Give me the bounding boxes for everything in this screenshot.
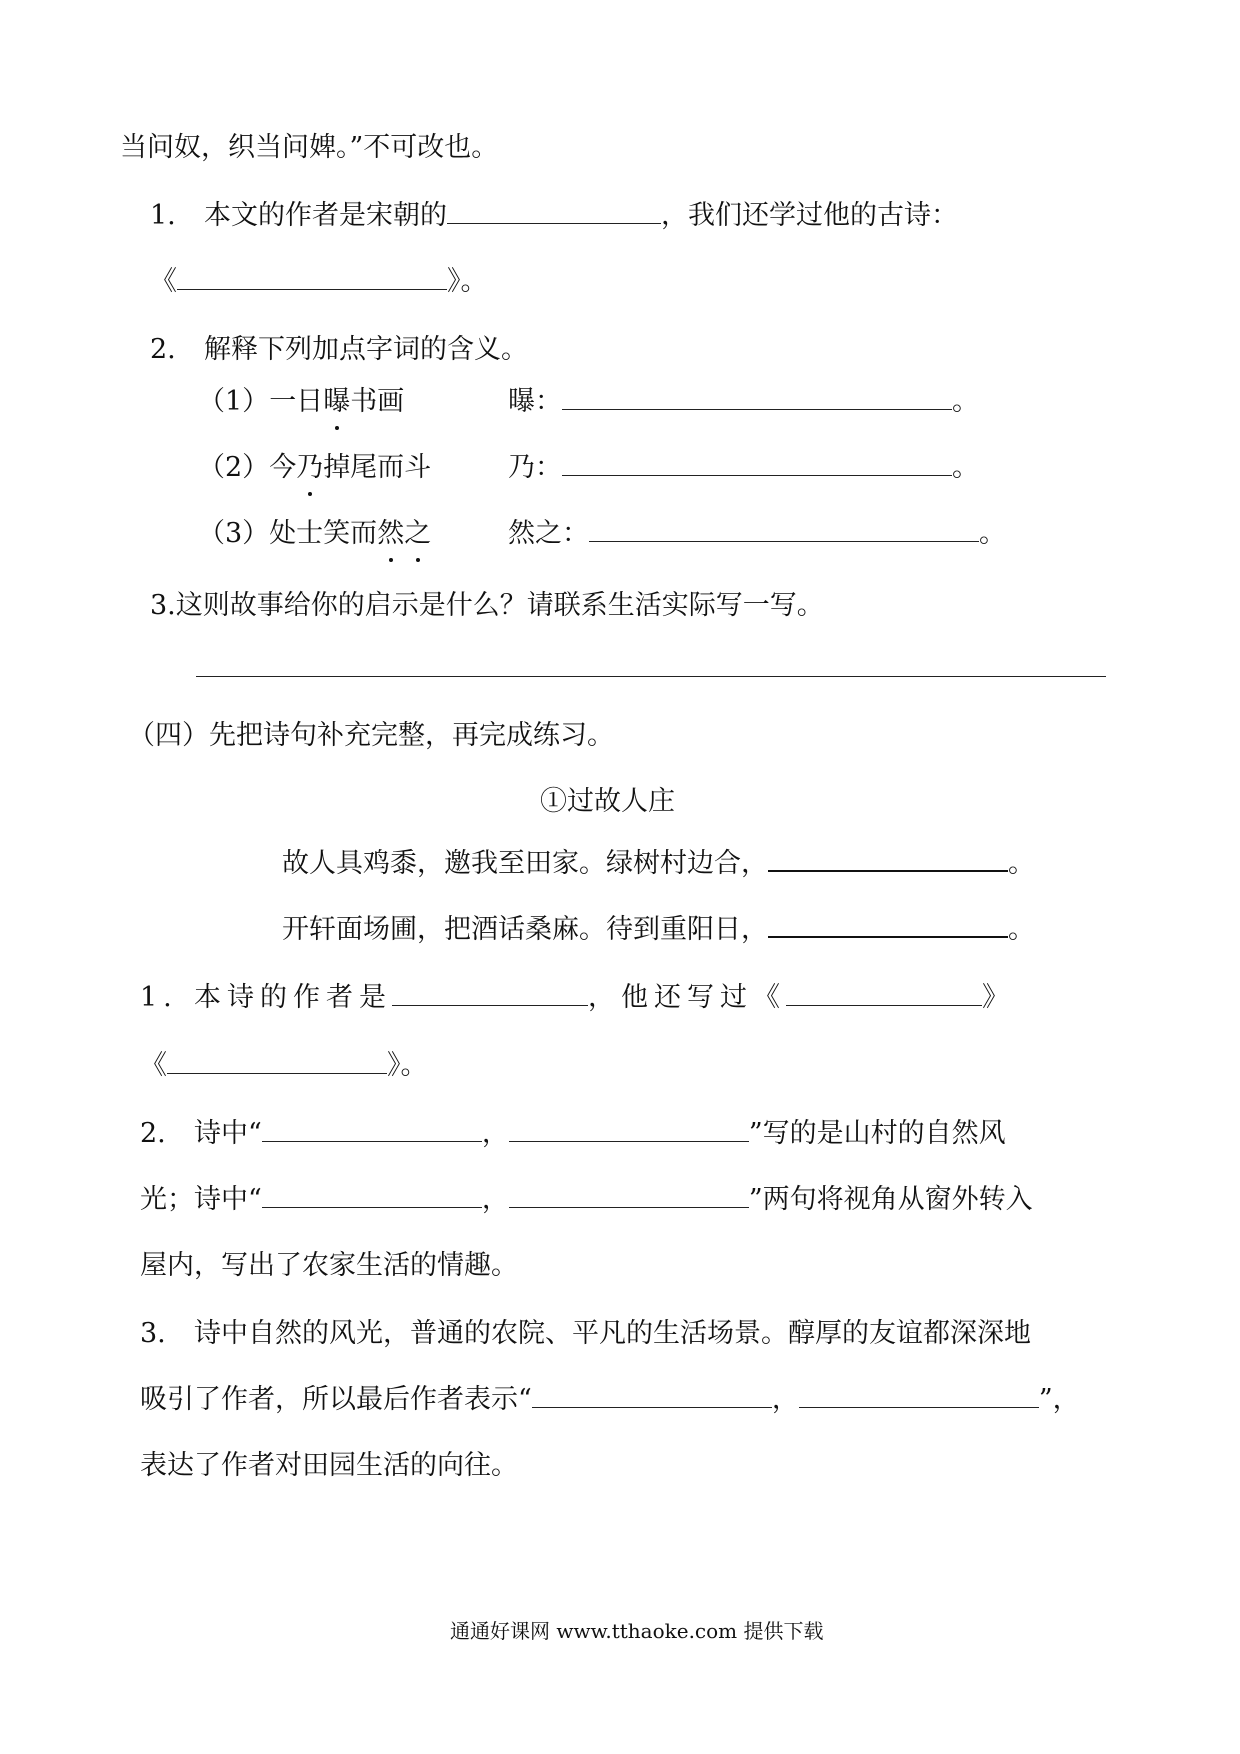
question-1-poem: 《 》。 [150,262,488,302]
item-3-answer: 然之： 。 [508,514,1006,554]
answer-blank[interactable] [509,1181,749,1208]
poem-question-3-cont: 吸引了作者，所以最后作者表示“ ， ”， [140,1380,1080,1420]
poem-question-3-end: 表达了作者对田园生活的向往。 [140,1450,518,1481]
item-1: （1）一日曝书画 [198,382,404,422]
poem-question-3: 3. 诗中自然的风光，普通的农院、平凡的生活场景。醇厚的友谊都深深地 [140,1318,1031,1349]
answer-line[interactable] [196,676,1106,677]
answer-blank[interactable] [562,383,952,410]
answer-blank[interactable] [262,1115,482,1142]
answer-blank[interactable] [177,263,447,290]
page-footer: 通通好课网 www.tthaoke.com 提供下载 [450,1619,824,1643]
passage-end: 当问奴，织当问婢。”不可改也。 [120,132,499,163]
answer-blank[interactable] [262,1181,482,1208]
answer-blank[interactable] [589,515,979,542]
poem-line-2: 开轩面场圃，把酒话桑麻。待到重阳日， 。 [282,910,1035,950]
answer-blank[interactable] [509,1115,749,1142]
answer-blank[interactable] [562,449,952,476]
poem-blank[interactable] [768,844,1008,872]
poem-question-1-cont: 《 》。 [140,1046,428,1086]
question-3: 3.这则故事给你的启示是什么？请联系生活实际写一写。 [150,590,824,621]
poem-blank[interactable] [768,910,1008,938]
poem-title: ①过故人庄 [540,786,675,817]
answer-blank[interactable] [447,197,661,224]
item-2: （2）今乃掉尾而斗 [198,448,431,488]
question-1: 1. 本文的作者是宋朝的 ，我们还学过他的古诗： [150,196,958,236]
item-3: （3）处士笑而然之 [198,514,431,554]
answer-blank[interactable] [392,979,588,1006]
section-4-heading: （四）先把诗句补充完整，再完成练习。 [128,720,614,751]
poem-question-2-cont: 光；诗中“ ， ”两句将视角从窗外转入 [140,1180,1033,1220]
poem-line-1: 故人具鸡黍，邀我至田家。绿树村边合， 。 [282,844,1035,884]
question-2: 2. 解释下列加点字词的含义。 [150,334,528,365]
answer-blank[interactable] [799,1381,1039,1408]
item-1-answer: 曝： 。 [508,382,979,422]
answer-blank[interactable] [786,979,982,1006]
item-2-answer: 乃： 。 [508,448,979,488]
answer-blank[interactable] [167,1047,387,1074]
poem-question-1: 1. 本诗的作者是 ，他还写过《 》 [140,978,1015,1018]
poem-question-2: 2. 诗中“ ， ”写的是山村的自然风 [140,1114,1006,1154]
answer-blank[interactable] [532,1381,772,1408]
poem-question-2-end: 屋内，写出了农家生活的情趣。 [140,1250,518,1281]
